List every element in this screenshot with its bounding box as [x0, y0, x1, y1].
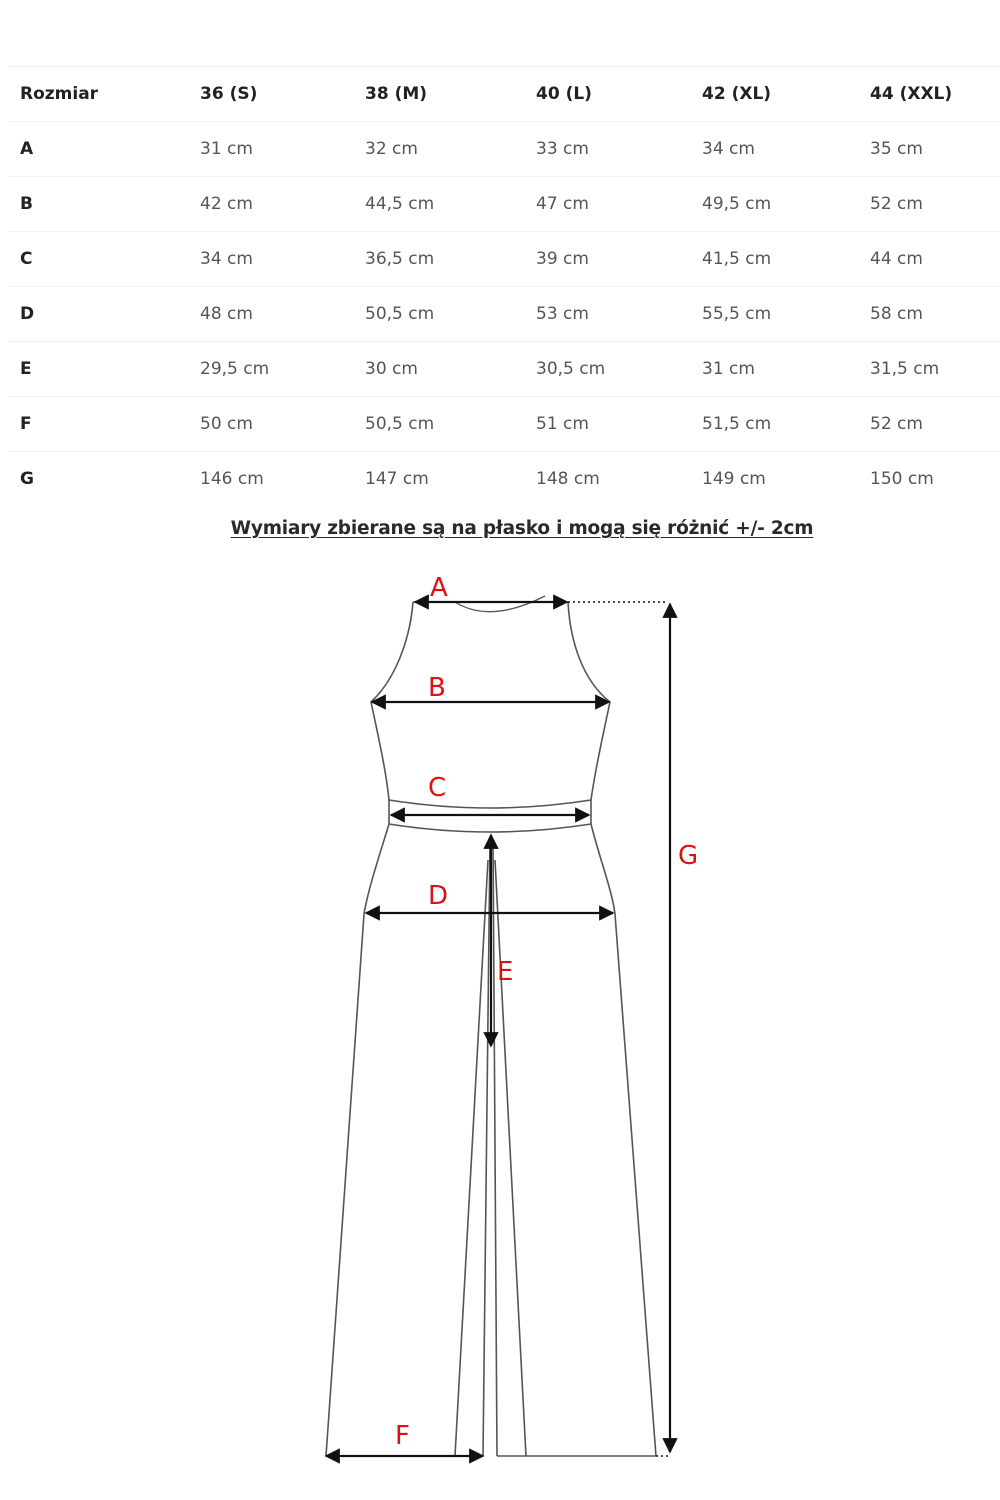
table-cell: 44,5 cm [353, 177, 524, 232]
table-cell: 150 cm [858, 452, 1000, 507]
label-c: C [428, 773, 447, 803]
table-cell: 44 cm [858, 232, 1000, 287]
label-b: B [428, 673, 446, 703]
table-cell: 50,5 cm [353, 397, 524, 452]
table-cell: 31 cm [690, 342, 858, 397]
row-label: G [8, 452, 188, 507]
table-row [8, 452, 1000, 507]
table-cell: 146 cm [188, 452, 353, 507]
table-row [8, 177, 1000, 232]
table-cell: 52 cm [858, 397, 1000, 452]
table-cell: 30,5 cm [524, 342, 690, 397]
table-cell: 42 cm [188, 177, 353, 232]
row-label: F [8, 397, 188, 452]
table-cell: 39 cm [524, 232, 690, 287]
table-cell: 51 cm [524, 397, 690, 452]
table-cell: 149 cm [690, 452, 858, 507]
table-cell: 33 cm [524, 122, 690, 177]
row-label: E [8, 342, 188, 397]
table-cell: 58 cm [858, 287, 1000, 342]
table-cell: 50 cm [188, 397, 353, 452]
table-cell: 31 cm [188, 122, 353, 177]
table-row [8, 232, 1000, 287]
table-cell: 41,5 cm [690, 232, 858, 287]
table-row [8, 342, 1000, 397]
header-38: 38 (M) [353, 67, 524, 122]
header-40: 40 (L) [524, 67, 690, 122]
table-cell: 32 cm [353, 122, 524, 177]
table-cell: 30 cm [353, 342, 524, 397]
table-cell: 29,5 cm [188, 342, 353, 397]
table-cell: 48 cm [188, 287, 353, 342]
table-row [8, 122, 1000, 177]
header-36: 36 (S) [188, 67, 353, 122]
table-cell: 51,5 cm [690, 397, 858, 452]
table-cell: 35 cm [858, 122, 1000, 177]
table-cell: 34 cm [188, 232, 353, 287]
header-size: Rozmiar [8, 67, 188, 122]
row-label: B [8, 177, 188, 232]
label-a: A [430, 573, 448, 603]
label-f: F [395, 1421, 410, 1451]
table-row [8, 287, 1000, 342]
label-e: E [497, 957, 514, 987]
table-cell: 49,5 cm [690, 177, 858, 232]
table-cell: 148 cm [524, 452, 690, 507]
table-cell: 36,5 cm [353, 232, 524, 287]
header-42: 42 (XL) [690, 67, 858, 122]
table-cell: 50,5 cm [353, 287, 524, 342]
table-cell: 47 cm [524, 177, 690, 232]
table-cell: 55,5 cm [690, 287, 858, 342]
size-table [8, 66, 1000, 506]
table-header-row [8, 67, 1000, 122]
table-row [8, 397, 1000, 452]
measurement-note: Wymiary zbierane są na płasko i mogą się różnić +/- 2cm [230, 518, 814, 539]
header-44: 44 (XXL) [858, 67, 1000, 122]
table-cell: 52 cm [858, 177, 1000, 232]
label-d: D [428, 881, 449, 911]
table-cell: 53 cm [524, 287, 690, 342]
row-label: D [8, 287, 188, 342]
jumpsuit-measurement-diagram [0, 560, 1000, 1500]
table-cell: 147 cm [353, 452, 524, 507]
table-cell: 31,5 cm [858, 342, 1000, 397]
row-label: C [8, 232, 188, 287]
table-cell: 34 cm [690, 122, 858, 177]
label-g: G [678, 841, 699, 871]
row-label: A [8, 122, 188, 177]
